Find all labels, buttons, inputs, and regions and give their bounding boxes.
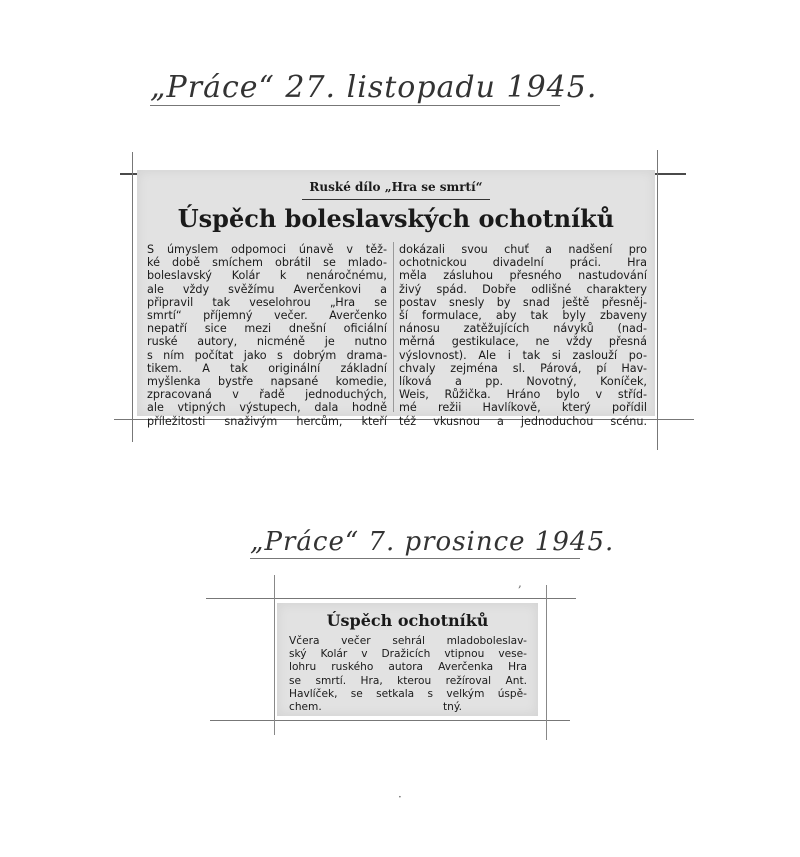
text-line: chvaly zejména sl. Párová, pí Hav-: [399, 361, 647, 375]
text-line: líková a pp. Novotný, Koníček,: [399, 375, 647, 389]
text-line: dokázali svou chuť a nadšení pro: [399, 243, 647, 256]
text-line: lohru ruského autora Averčenka Hra: [289, 661, 527, 674]
mount-line-right-2: [546, 585, 547, 740]
text-line: S úmyslem odpomoci únavě v těž-: [147, 243, 387, 256]
text-line: ké době smíchem obrátil se mlado-: [147, 256, 387, 270]
text-line: nepatří sice mezi dnešní oficiální: [147, 322, 387, 336]
text-line: Havlíček, se setkala s velkým úspě-: [289, 687, 527, 700]
text-line: myšlenka bystře napsané komedie,: [147, 375, 387, 389]
pencil-mark: ,: [518, 576, 522, 590]
text-line: tikem. A tak originální základní: [147, 361, 387, 375]
text-line: měrná gestikulace, ne vždy přesná: [399, 335, 647, 349]
text-line: příležitosti snaživým hercům, kteří: [147, 414, 387, 428]
text-line: připravil tak veselohrou „Hra se: [147, 295, 387, 309]
text-line: se smrtí. Hra, kterou režíroval Ant.: [289, 674, 527, 687]
handwritten-date-note-1: „Práce“ 27. listopadu 1945.: [150, 70, 598, 105]
mount-line-top-2: [206, 598, 576, 599]
text-line: postav snesly by snad ještě přesněj-: [399, 295, 647, 309]
mount-line-right: [657, 150, 658, 450]
text-line: ší formulace, aby tak byly zbaveny: [399, 309, 647, 323]
kicker-divider: [302, 199, 490, 200]
text-line: zpracovaná v řadě jednoduchých,: [147, 388, 387, 402]
article-headline: Úspěch ochotníků: [326, 611, 489, 630]
text-line: výslovnost). Ale i tak si zaslouží po-: [399, 348, 647, 362]
article-kicker: Ruské dílo „Hra se smrtí“: [309, 180, 483, 194]
text-line: ruské autory, nicméně je nutno: [147, 335, 387, 349]
article-body: [289, 635, 527, 714]
newspaper-clipping-1: [137, 170, 655, 428]
handwritten-underline-2: [250, 558, 580, 559]
mount-line-left: [132, 152, 133, 442]
newspaper-clipping-2: [277, 603, 538, 716]
text-line: živý spád. Dobře odlišné charaktery: [399, 282, 647, 296]
column-divider: [393, 242, 394, 412]
text-line: chem. tný.: [289, 701, 462, 714]
text-line: smrtí“ příjemný večer. Averčenko: [147, 309, 387, 323]
pencil-mark: ·: [398, 790, 402, 804]
article-column-1: [147, 243, 387, 428]
text-line: mé režii Havlíkově, který pořídil: [399, 401, 647, 415]
handwritten-date-note-2: „Práce“ 7. prosince 1945.: [250, 527, 615, 557]
mount-line-left-2: [274, 575, 275, 735]
text-line: ale vtipných výstupech, dala hodně: [147, 401, 387, 415]
text-line: též vkusnou a jednoduchou scénu.: [399, 414, 647, 428]
handwritten-underline-1: [150, 105, 560, 106]
text-line: s ním počítat jako s dobrým drama-: [147, 348, 387, 362]
text-line: Včera večer sehrál mladoboleslav-: [289, 635, 527, 647]
text-line: nánosu zatěžujících návyků (nad-: [399, 322, 647, 336]
article-headline: Úspěch boleslavských ochotníků: [177, 204, 615, 233]
text-line: měla zásluhou přesného nastudování: [399, 269, 647, 283]
text-line: ský Kolár v Dražicích vtipnou vese-: [289, 648, 527, 661]
text-line: ale vždy svěžímu Averčenkovi a: [147, 282, 387, 296]
mount-line-bottom-2: [210, 720, 570, 721]
text-line: boleslavský Kolár k nenáročnému,: [147, 269, 387, 283]
text-line: Weis, Růžička. Hráno bylo v stříd-: [399, 388, 647, 402]
text-line: ochotnickou divadelní práci. Hra: [399, 256, 647, 270]
article-column-2: [399, 243, 647, 428]
